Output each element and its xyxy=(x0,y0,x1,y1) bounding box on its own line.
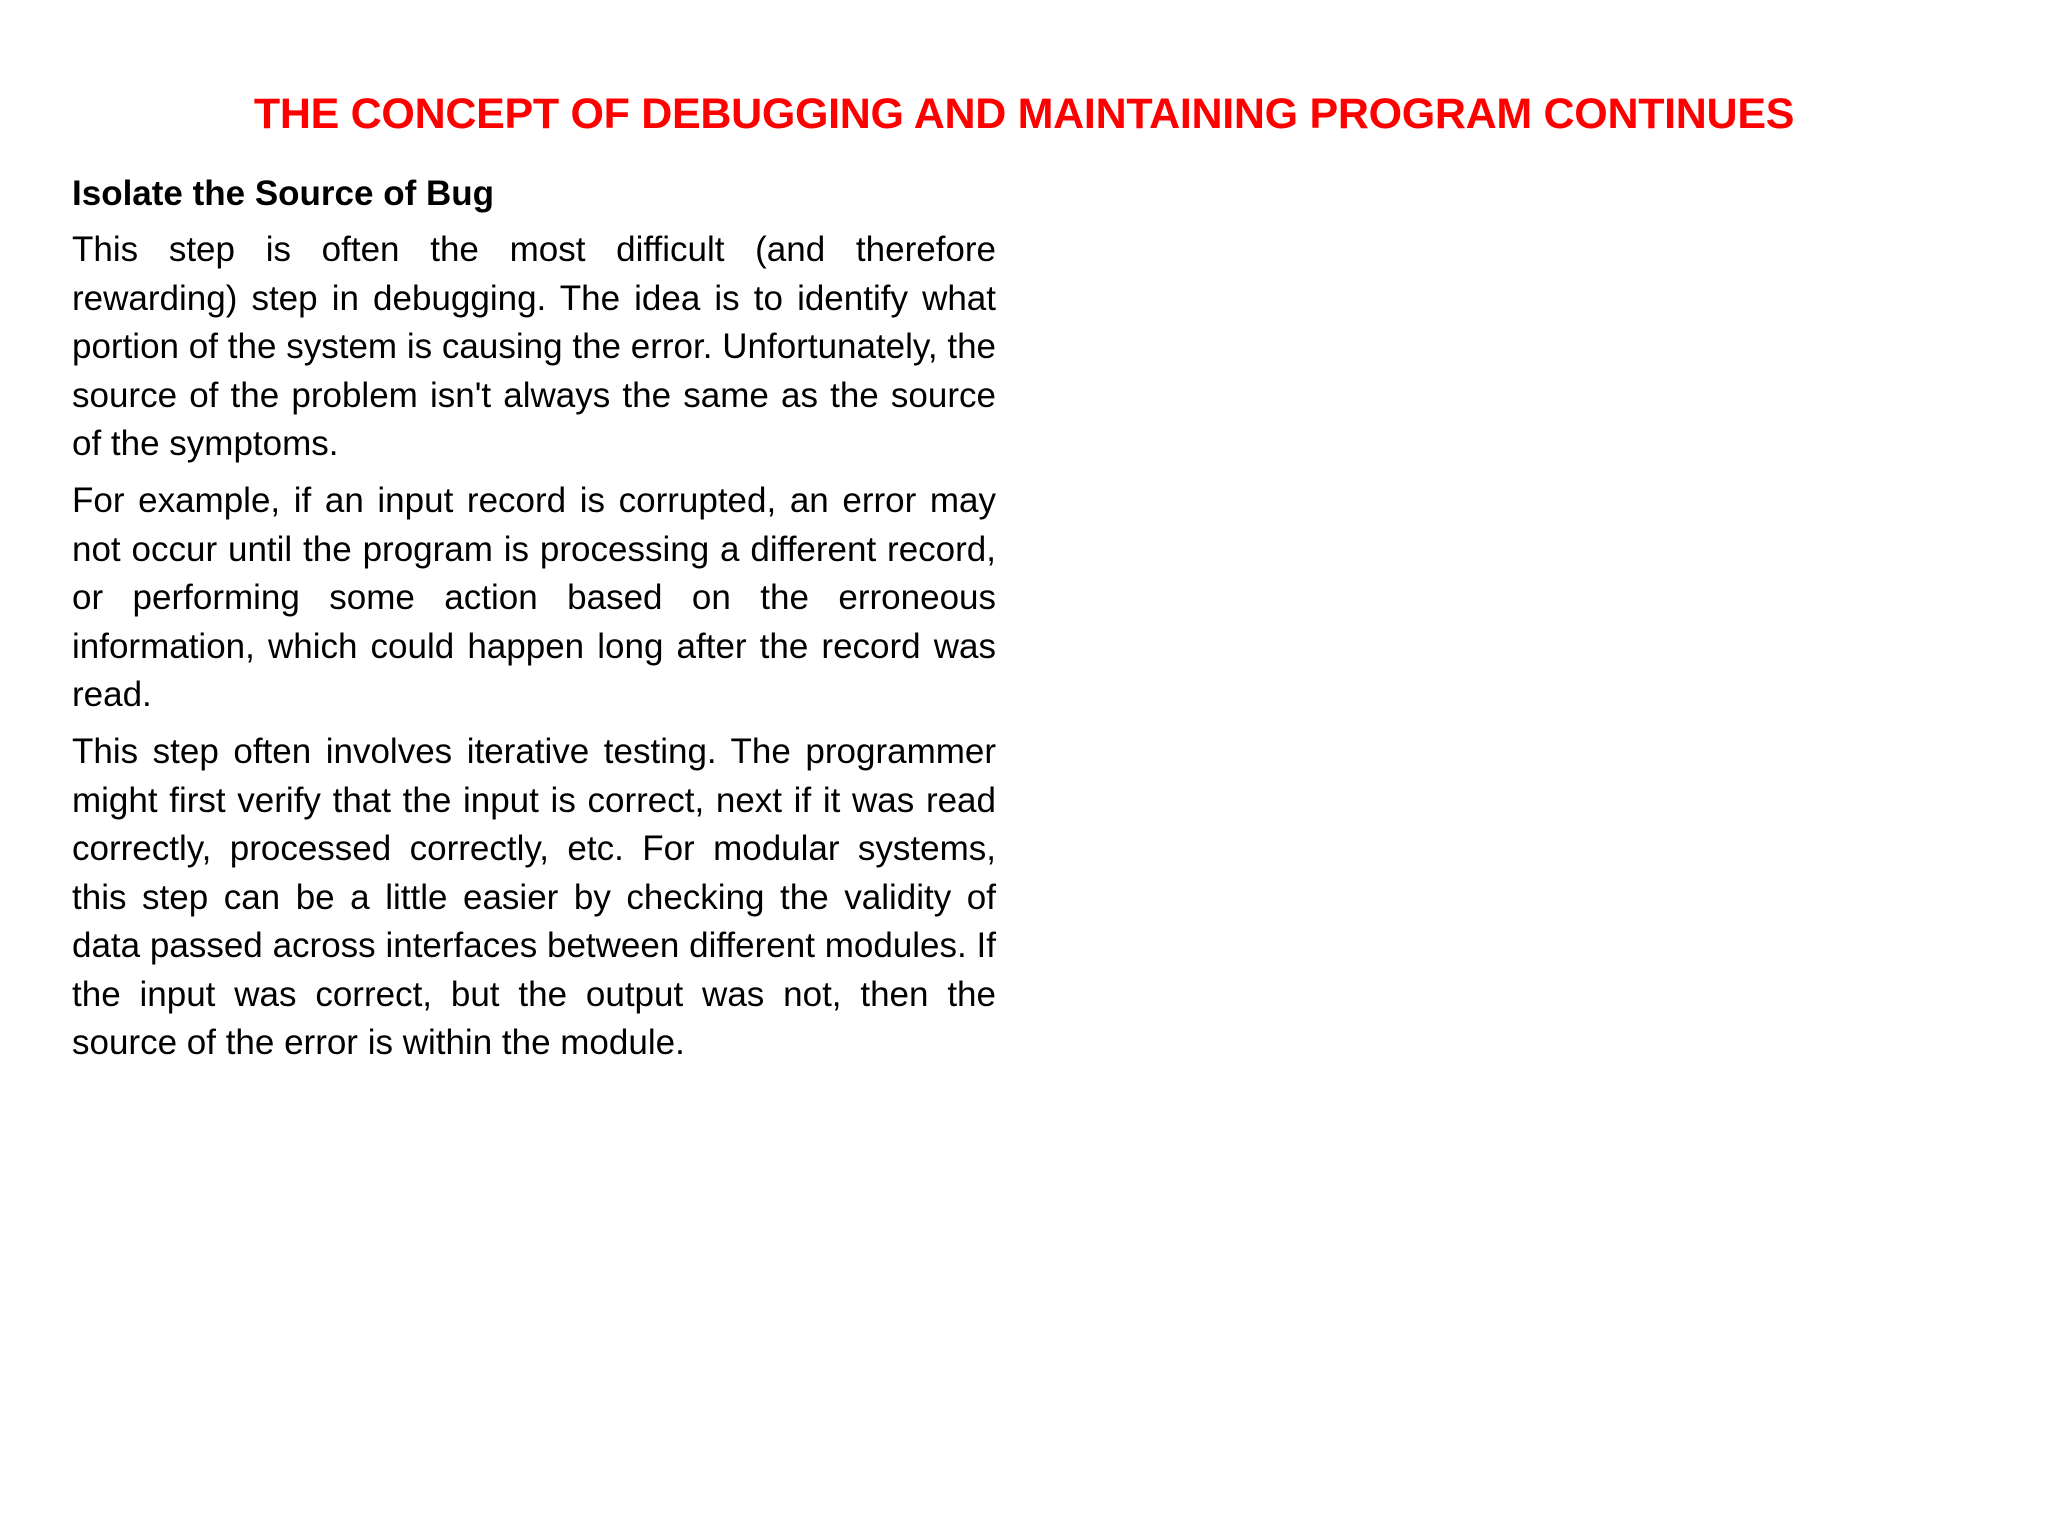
paragraph-1: This step is often the most difficult (and therefore rewarding) step in debugging. The idea is to identify what portion of the system is causing the error. Unfortunately, the source of the problem isn't always the same as the source of the symptoms. xyxy=(72,230,996,464)
section-heading: Isolate the Source of Bug xyxy=(72,174,494,213)
paragraph-2: For example, if an input record is corrupted, an error may not occur until the program is processing a different record, or performing some action based on the erroneous information, which could happen long after the record was read. xyxy=(72,481,996,715)
paragraph-3: This step often involves iterative testing. The programmer might first verify that the input is correct, next if it was read correctly, processed correctly, etc. For modular systems, this step can be a little easier by checking the validity of data passed across interfaces between different modules. If the input was correct, but the output was not, then the source of the error is within the module. xyxy=(72,732,996,1062)
slide-title: THE CONCEPT OF DEBUGGING AND MAINTAINING PROGRAM CONTINUES xyxy=(253,90,1795,138)
slide-body xyxy=(72,170,996,1076)
